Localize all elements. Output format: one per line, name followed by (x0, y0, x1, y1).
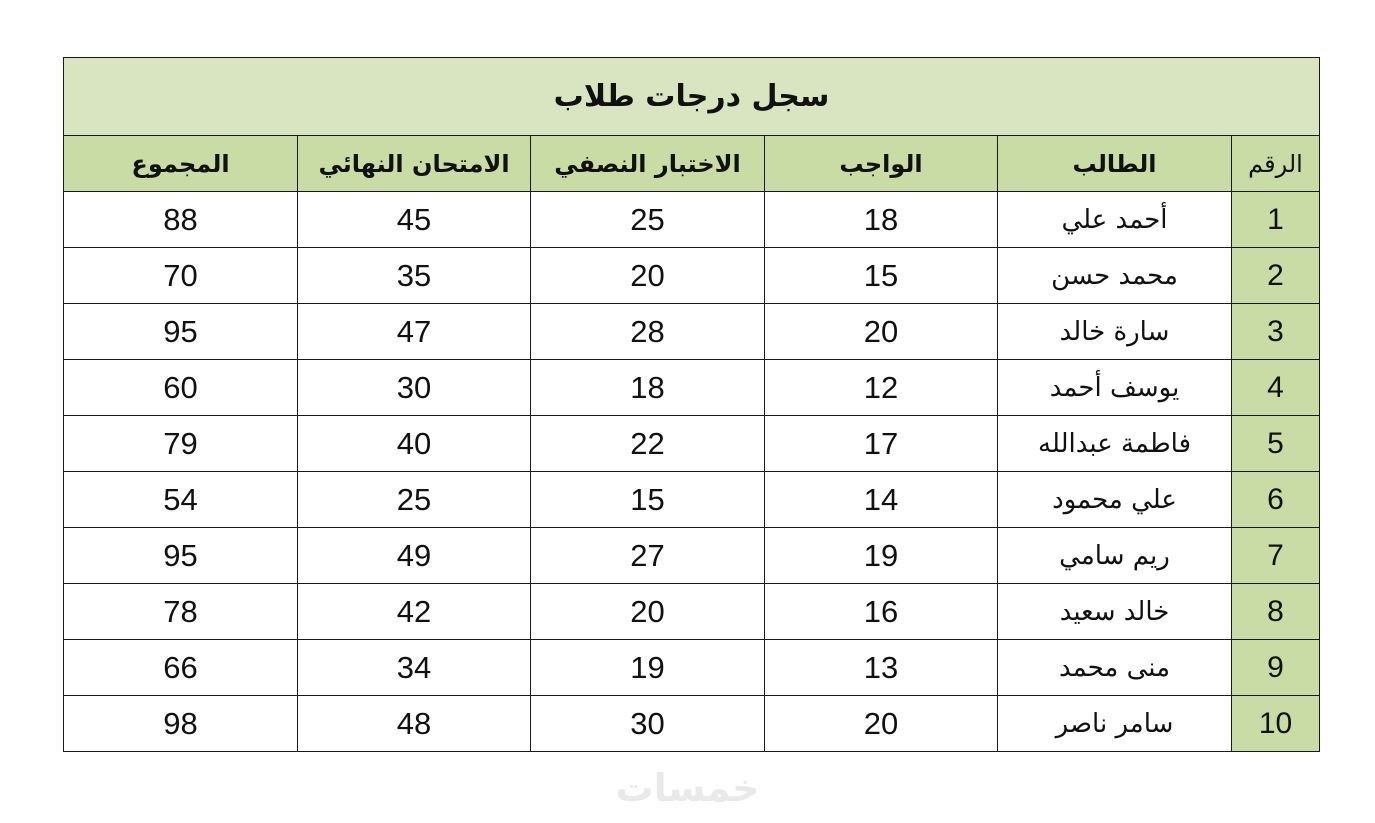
row-number: 3 (1232, 304, 1320, 360)
table-row (64, 640, 1320, 696)
final-score: 45 (298, 192, 531, 248)
header-row (64, 136, 1320, 192)
table-row (64, 584, 1320, 640)
table-row (64, 360, 1320, 416)
row-number: 1 (1232, 192, 1320, 248)
header-homework: الواجب (765, 136, 998, 192)
total-score: 70 (64, 248, 298, 304)
total-score: 88 (64, 192, 298, 248)
homework-score: 13 (765, 640, 998, 696)
table-row (64, 192, 1320, 248)
final-score: 30 (298, 360, 531, 416)
row-number: 4 (1232, 360, 1320, 416)
table-row (64, 304, 1320, 360)
student-name: محمد حسن (998, 248, 1232, 304)
homework-score: 20 (765, 696, 998, 752)
student-name: ريم سامي (998, 528, 1232, 584)
row-number: 7 (1232, 528, 1320, 584)
student-name: سامر ناصر (998, 696, 1232, 752)
midterm-score: 18 (531, 360, 765, 416)
final-score: 42 (298, 584, 531, 640)
final-score: 25 (298, 472, 531, 528)
homework-score: 16 (765, 584, 998, 640)
total-score: 95 (64, 528, 298, 584)
total-score: 79 (64, 416, 298, 472)
grades-table (63, 57, 1320, 752)
table-row (64, 248, 1320, 304)
total-score: 54 (64, 472, 298, 528)
final-score: 49 (298, 528, 531, 584)
row-number: 6 (1232, 472, 1320, 528)
final-score: 34 (298, 640, 531, 696)
midterm-score: 22 (531, 416, 765, 472)
final-score: 47 (298, 304, 531, 360)
student-name: يوسف أحمد (998, 360, 1232, 416)
midterm-score: 25 (531, 192, 765, 248)
homework-score: 17 (765, 416, 998, 472)
row-number: 2 (1232, 248, 1320, 304)
student-name: سارة خالد (998, 304, 1232, 360)
header-midterm: الاختبار النصفي (531, 136, 765, 192)
midterm-score: 20 (531, 248, 765, 304)
header-student: الطالب (998, 136, 1232, 192)
total-score: 95 (64, 304, 298, 360)
row-number: 9 (1232, 640, 1320, 696)
watermark-logo: خمسات (615, 766, 760, 810)
homework-score: 14 (765, 472, 998, 528)
homework-score: 15 (765, 248, 998, 304)
total-score: 78 (64, 584, 298, 640)
title-row (64, 58, 1320, 136)
midterm-score: 27 (531, 528, 765, 584)
header-number: الرقم (1232, 136, 1320, 192)
homework-score: 18 (765, 192, 998, 248)
midterm-score: 15 (531, 472, 765, 528)
total-score: 98 (64, 696, 298, 752)
student-name: أحمد علي (998, 192, 1232, 248)
final-score: 40 (298, 416, 531, 472)
student-name: فاطمة عبدالله (998, 416, 1232, 472)
midterm-score: 20 (531, 584, 765, 640)
homework-score: 19 (765, 528, 998, 584)
homework-score: 12 (765, 360, 998, 416)
row-number: 8 (1232, 584, 1320, 640)
row-number: 5 (1232, 416, 1320, 472)
student-name: علي محمود (998, 472, 1232, 528)
student-name: منى محمد (998, 640, 1232, 696)
row-number: 10 (1232, 696, 1320, 752)
final-score: 48 (298, 696, 531, 752)
student-name: خالد سعيد (998, 584, 1232, 640)
midterm-score: 30 (531, 696, 765, 752)
table-row (64, 472, 1320, 528)
final-score: 35 (298, 248, 531, 304)
header-total: المجموع (64, 136, 298, 192)
table-row (64, 528, 1320, 584)
table-row (64, 696, 1320, 752)
midterm-score: 28 (531, 304, 765, 360)
homework-score: 20 (765, 304, 998, 360)
total-score: 60 (64, 360, 298, 416)
table-row (64, 416, 1320, 472)
total-score: 66 (64, 640, 298, 696)
table-title: سجل درجات طلاب (64, 58, 1320, 136)
midterm-score: 19 (531, 640, 765, 696)
header-final: الامتحان النهائي (298, 136, 531, 192)
